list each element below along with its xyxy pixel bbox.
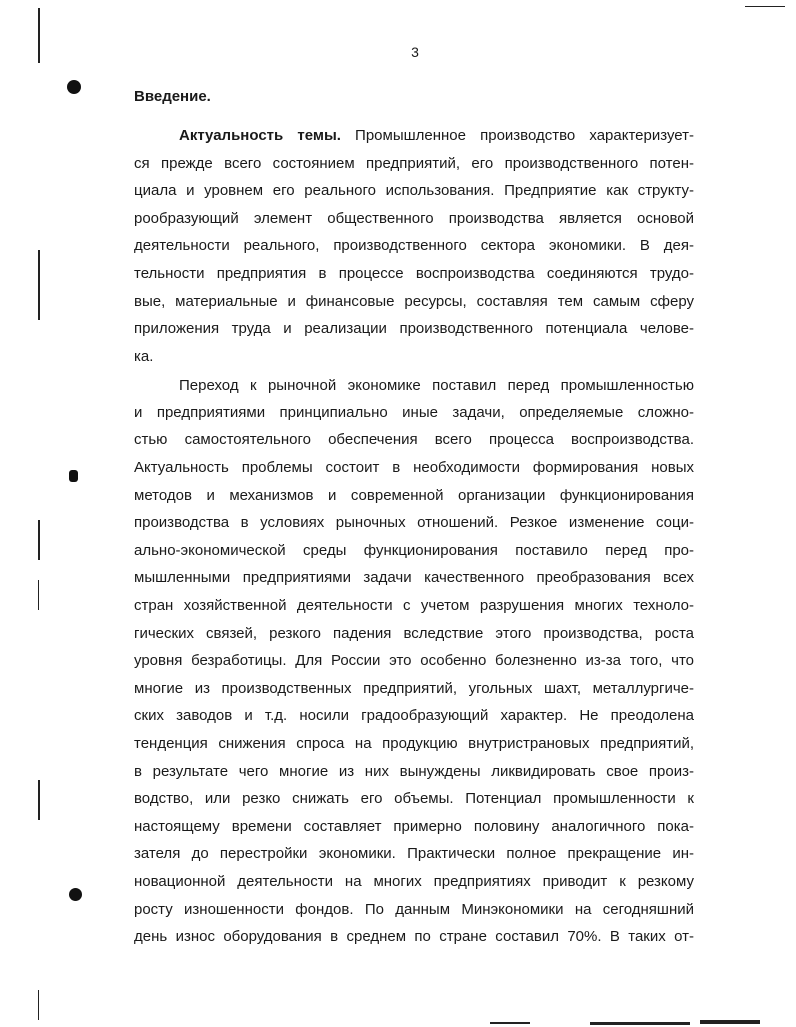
- scan-margin-line: [38, 580, 39, 610]
- text-line: росту изношенности фондов. По данным Минэкономики на сегодняшний: [134, 901, 694, 918]
- text-line: мышленными предприятиями задачи качественного преобразования всех: [134, 569, 694, 586]
- text-line: настоящему времени составляет примерно половину аналогичного пока-: [134, 818, 694, 835]
- section-heading: Введение.: [134, 88, 211, 105]
- scan-bottom-line: [490, 1022, 530, 1024]
- text-line: приложения труда и реализации производственного потенциала челове-: [134, 320, 694, 337]
- text-line: Актуальность проблемы состоит в необходимости формирования новых: [134, 459, 694, 476]
- text-line: день износ оборудования в среднем по стране составил 70%. В таких от-: [134, 928, 694, 945]
- scan-margin-line: [38, 780, 40, 820]
- text-line: ских заводов и т.д. носили градообразующий характер. Не преодолена: [134, 707, 694, 724]
- text-line: ально-экономической среды функционирования поставило перед про-: [134, 542, 694, 559]
- text-line: ка.: [134, 348, 154, 365]
- text-line: циала и уровнем его реального использования. Предприятие как структу-: [134, 182, 694, 199]
- text-line: гических связей, резкого падения вследствие этого производства, роста: [134, 625, 694, 642]
- text-line: тельности предприятия в процессе воспроизводства соединяются трудо-: [134, 265, 694, 282]
- text-line: стью самостоятельного обеспечения всего процесса воспроизводства.: [134, 431, 694, 448]
- scan-bottom-line: [590, 1022, 690, 1025]
- text-line: новационной деятельности на многих предприятиях приводит к резкому: [134, 873, 694, 890]
- text-line: методов и механизмов и современной организации функционирования: [134, 487, 694, 504]
- text-line: в результате чего многие из них вынуждены ликвидировать свое произ-: [134, 763, 694, 780]
- text-line: Переход к рыночной экономике поставил перед промышленностью: [179, 377, 694, 394]
- scan-margin-line: [38, 990, 39, 1020]
- text-line: зателя до перестройки экономики. Практически полное прекращение ин-: [134, 845, 694, 862]
- text-line: ся прежде всего состоянием предприятий, его производственного потен-: [134, 155, 694, 172]
- text-line: производства в условиях рыночных отношений. Резкое изменение соци-: [134, 514, 694, 531]
- scan-bottom-line: [700, 1020, 760, 1024]
- text-line: и предприятиями принципиально иные задачи, определяемые сложно-: [134, 404, 694, 421]
- text-line: многие из производственных предприятий, угольных шахт, металлургиче-: [134, 680, 694, 697]
- text-line: вые, материальные и финансовые ресурсы, составляя тем самым сферу: [134, 293, 694, 310]
- punch-hole-mark: [69, 470, 78, 482]
- text-line: Актуальность темы. Промышленное производство характеризует-: [179, 127, 694, 144]
- scan-margin-line: [38, 520, 40, 560]
- punch-hole-mark: [69, 888, 82, 901]
- text-line: водство, или резко снижать его объемы. Потенциал промышленности к: [134, 790, 694, 807]
- topic-relevance-lead: Актуальность темы.: [179, 127, 341, 144]
- page-number: 3: [411, 44, 419, 60]
- scan-margin-line: [38, 250, 40, 320]
- scan-corner-line: [745, 6, 785, 7]
- text-line: тенденция снижения спроса на продукцию внутристрановых предприятий,: [134, 735, 694, 752]
- text-line: стран хозяйственной деятельности с учетом разрушения многих техноло-: [134, 597, 694, 614]
- punch-hole-mark: [67, 80, 81, 94]
- text-line: деятельности реального, производственного сектора экономики. В дея-: [134, 237, 694, 254]
- text-line: рообразующий элемент общественного производства является основой: [134, 210, 694, 227]
- text-line: уровня безработицы. Для России это особенно болезненно из-за того, что: [134, 652, 694, 669]
